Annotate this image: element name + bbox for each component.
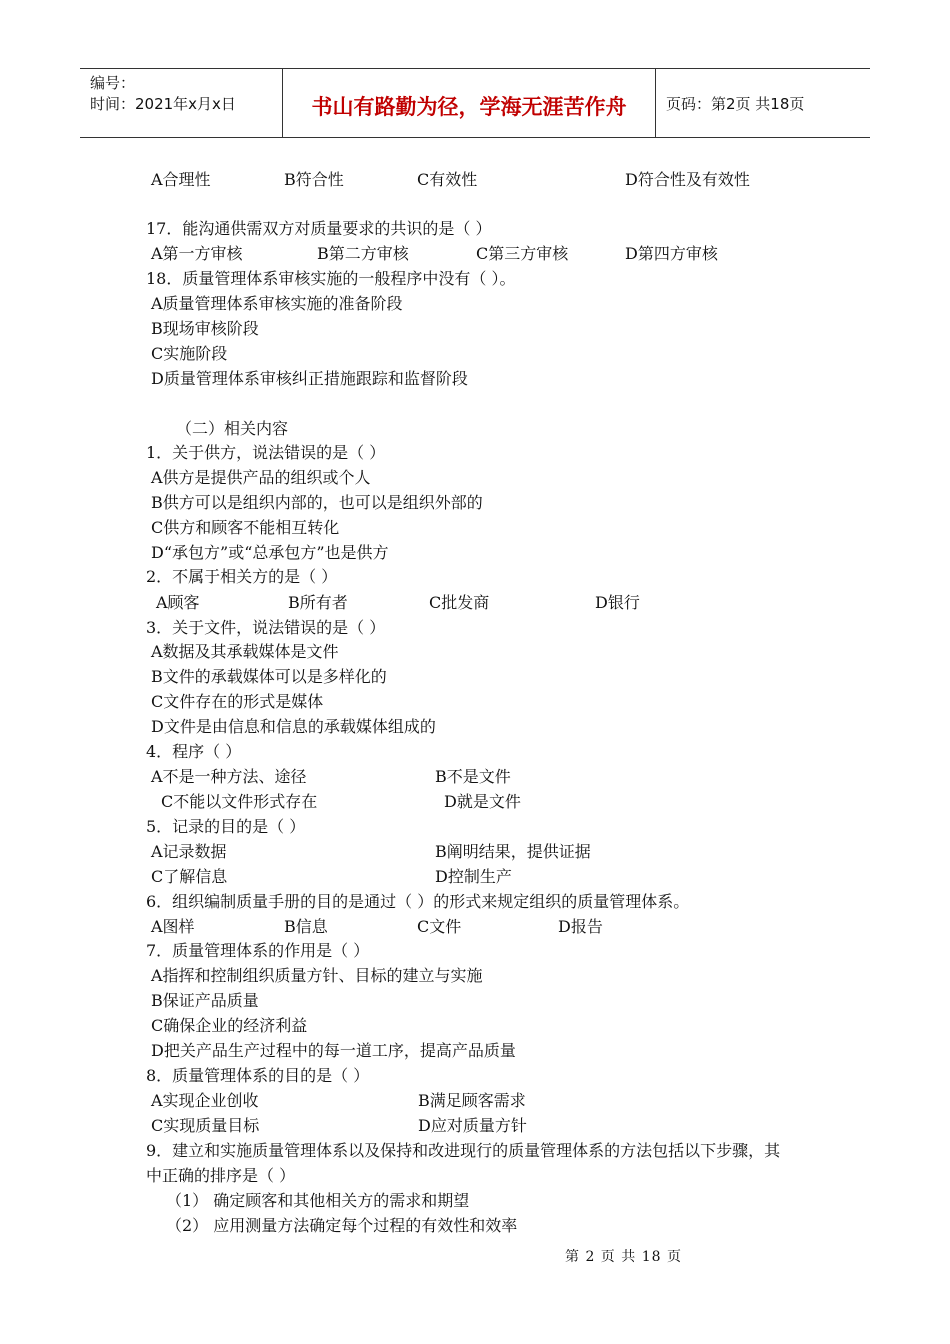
section-heading: （二）相关内容 — [176, 419, 289, 438]
option-line: A指挥和控制组织质量方针、目标的建立与实施 — [151, 966, 483, 985]
page-footer: 第 2 页 共 18 页 — [565, 1249, 682, 1265]
option-line: C实施阶段 — [151, 344, 228, 363]
option-line: A实现企业创收 — [151, 1091, 259, 1110]
option-line: D报告 — [558, 917, 603, 936]
question-line: 9．建立和实施质量管理体系以及保持和改进现行的质量管理体系的方法包括以下步骤，其 — [146, 1141, 781, 1160]
question-line: 18．质量管理体系审核实施的一般程序中没有（ ）。 — [146, 269, 516, 288]
option-line: C文件 — [417, 917, 462, 936]
question-line: 6．组织编制质量手册的目的是通过（ ）的形式来规定组织的质量管理体系。 — [146, 892, 690, 911]
option-line: B符合性 — [284, 170, 344, 189]
option-line: B阐明结果，提供证据 — [435, 842, 591, 861]
option-line: D应对质量方针 — [418, 1116, 527, 1135]
option-line: C文件存在的形式是媒体 — [151, 692, 324, 711]
option-line: C不能以文件形式存在 — [161, 792, 318, 811]
option-line: C实现质量目标 — [151, 1116, 260, 1135]
question-line: 3．关于文件，说法错误的是（ ） — [146, 618, 386, 637]
step-line: （2） 应用测量方法确定每个过程的有效性和效率 — [166, 1216, 518, 1235]
option-line: A第一方审核 — [151, 244, 243, 263]
option-line: B现场审核阶段 — [151, 319, 259, 338]
header-page-cell — [656, 69, 870, 137]
option-line: A图样 — [151, 917, 195, 936]
option-line: B信息 — [284, 917, 328, 936]
option-line: B供方可以是组织内部的，也可以是组织外部的 — [151, 493, 483, 512]
option-line: B所有者 — [288, 593, 348, 612]
step-line: （1） 确定顾客和其他相关方的需求和期望 — [166, 1191, 470, 1210]
question-line: 2．不属于相关方的是（ ） — [146, 567, 338, 586]
question-line: 8．质量管理体系的目的是（ ） — [146, 1066, 370, 1085]
header-left-cell — [80, 69, 283, 137]
date-label: 时间：2021年x月x日 — [90, 95, 236, 113]
option-line: A不是一种方法、途径 — [151, 767, 307, 786]
page-header — [80, 68, 870, 138]
option-line: D“承包方”或“总承包方”也是供方 — [151, 543, 389, 562]
question-line: 5．记录的目的是（ ） — [146, 817, 306, 836]
option-line: C确保企业的经济利益 — [151, 1016, 308, 1035]
option-line: C了解信息 — [151, 867, 228, 886]
option-line: A质量管理体系审核实施的准备阶段 — [151, 294, 403, 313]
option-line: B满足顾客需求 — [418, 1091, 526, 1110]
number-label: 编号： — [90, 74, 136, 92]
option-line: D就是文件 — [444, 792, 521, 811]
option-line: A顾客 — [156, 593, 200, 612]
option-line: C批发商 — [429, 593, 490, 612]
option-line: B第二方审核 — [317, 244, 409, 263]
question-line: 17．能沟通供需双方对质量要求的共识的是（ ） — [146, 219, 492, 238]
question-line: 1．关于供方，说法错误的是（ ） — [146, 443, 386, 462]
option-line: C第三方审核 — [476, 244, 569, 263]
option-line: A记录数据 — [151, 842, 227, 861]
motto: 书山有路勤为径，学海无涯苦作舟 — [311, 95, 627, 119]
question-line: 7．质量管理体系的作用是（ ） — [146, 941, 370, 960]
question-line: 中正确的排序是（ ） — [146, 1166, 296, 1185]
option-line: D文件是由信息和信息的承载媒体组成的 — [151, 717, 436, 736]
option-line: A数据及其承载媒体是文件 — [151, 642, 339, 661]
option-line: D第四方审核 — [625, 244, 718, 263]
option-line: A合理性 — [151, 170, 211, 189]
option-line: B保证产品质量 — [151, 991, 259, 1010]
page-info: 页码：第2页 共18页 — [666, 95, 805, 113]
option-line: D控制生产 — [435, 867, 512, 886]
option-line: C有效性 — [417, 170, 478, 189]
option-line: C供方和顾客不能相互转化 — [151, 518, 340, 537]
option-line: A供方是提供产品的组织或个人 — [151, 468, 371, 487]
option-line: D把关产品生产过程中的每一道工序，提高产品质量 — [151, 1041, 516, 1060]
option-line: B文件的承载媒体可以是多样化的 — [151, 667, 387, 686]
header-motto-cell — [283, 69, 656, 137]
option-line: D质量管理体系审核纠正措施跟踪和监督阶段 — [151, 369, 468, 388]
question-line: 4．程序（ ） — [146, 742, 242, 761]
option-line: D银行 — [595, 593, 640, 612]
option-line: D符合性及有效性 — [625, 170, 750, 189]
option-line: B不是文件 — [435, 767, 511, 786]
